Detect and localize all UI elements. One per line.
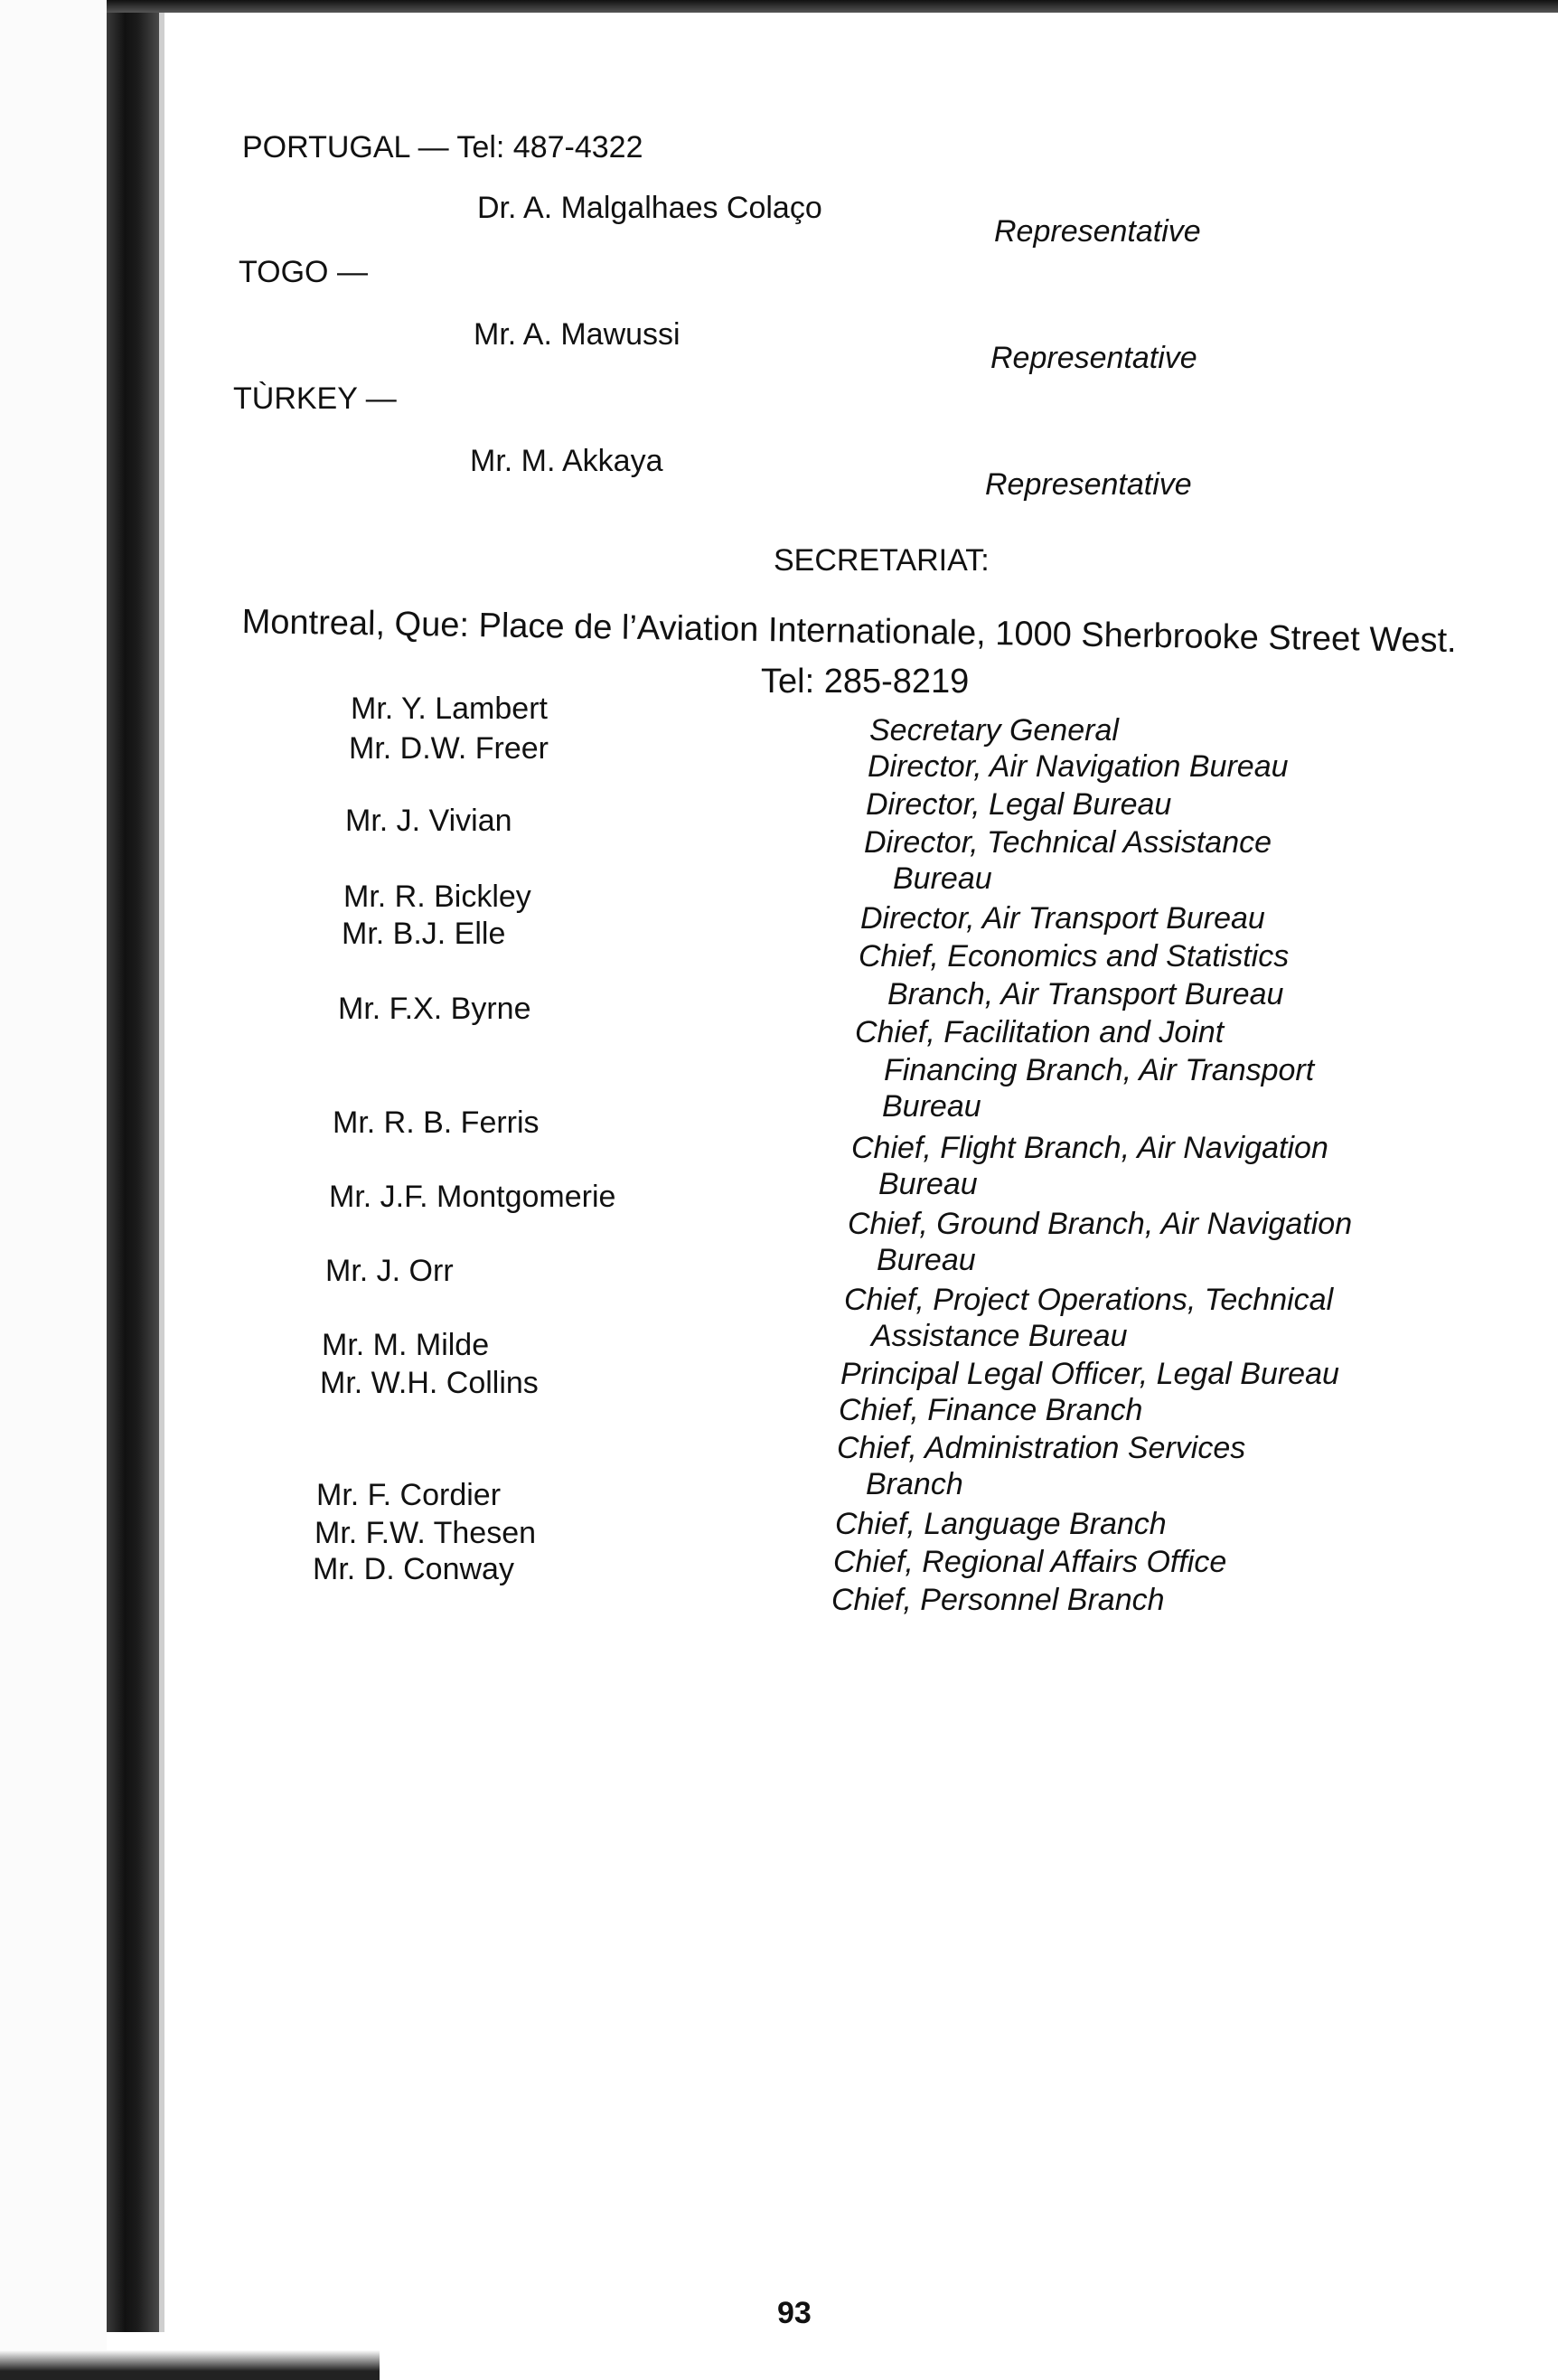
staff-title: Bureau: [878, 1167, 978, 1201]
person-role: Representative: [990, 341, 1197, 375]
staff-name: Mr. F.W. Thesen: [314, 1516, 537, 1550]
staff-title: Chief, Project Operations, Technical: [844, 1283, 1334, 1317]
person-name: Mr. A. Mawussi: [474, 317, 680, 352]
person-role: Representative: [994, 214, 1201, 249]
secretariat-address: Montreal, Que: Place de l’Aviation Internationale, 1000 Sherbrooke Street West.: [241, 603, 1458, 661]
scan-margin: [0, 0, 107, 2380]
country-heading-togo: TOGO —: [239, 255, 368, 289]
person-name: Mr. M. Akkaya: [470, 444, 663, 478]
staff-name: Mr. D. Conway: [313, 1552, 514, 1586]
staff-title: Bureau: [893, 861, 992, 896]
staff-title: Financing Branch, Air Transport: [884, 1053, 1315, 1087]
staff-title: Branch, Air Transport Bureau: [887, 977, 1284, 1011]
staff-title: Secretary General: [869, 713, 1119, 748]
secretariat-heading: SECRETARIAT:: [774, 543, 990, 578]
staff-name: Mr. F. Cordier: [316, 1478, 502, 1512]
staff-title: Director, Legal Bureau: [866, 787, 1172, 822]
staff-title: Chief, Administration Services: [837, 1431, 1246, 1465]
staff-title: Chief, Language Branch: [835, 1507, 1167, 1541]
staff-name: Mr. J. Orr: [325, 1254, 454, 1288]
staff-title: Chief, Personnel Branch: [831, 1583, 1165, 1617]
staff-name: Mr. M. Milde: [322, 1328, 490, 1362]
staff-title: Director, Air Navigation Bureau: [868, 749, 1289, 784]
staff-title: Assistance Bureau: [871, 1319, 1128, 1353]
staff-title: Chief, Ground Branch, Air Navigation: [848, 1207, 1353, 1241]
staff-title: Chief, Flight Branch, Air Navigation: [851, 1131, 1328, 1165]
scan-top-edge: [107, 0, 1558, 13]
person-name: Dr. A. Malgalhaes Colaço: [477, 191, 822, 225]
staff-title: Bureau: [877, 1243, 976, 1277]
page-number: 93: [777, 2296, 812, 2330]
book-binding: [107, 9, 159, 2332]
staff-name: Mr. R. B. Ferris: [333, 1105, 540, 1140]
staff-title: Principal Legal Officer, Legal Bureau: [840, 1357, 1339, 1391]
staff-title: Branch: [866, 1467, 963, 1501]
binding-edge: [159, 9, 164, 2332]
scan-bottom-edge: [0, 2350, 380, 2380]
staff-title: Chief, Finance Branch: [839, 1393, 1143, 1427]
secretariat-tel: Tel: 285-8219: [761, 663, 970, 701]
person-role: Representative: [985, 467, 1192, 502]
staff-name: Mr. R. Bickley: [343, 880, 531, 914]
staff-title: Director, Air Transport Bureau: [860, 901, 1265, 936]
staff-name: Mr. W.H. Collins: [320, 1366, 539, 1400]
staff-name: Mr. F.X. Byrne: [338, 992, 531, 1026]
staff-name: Mr. J.F. Montgomerie: [329, 1180, 616, 1214]
country-heading-turkey: TÙRKEY —: [233, 381, 397, 416]
country-heading-portugal: PORTUGAL — Tel: 487-4322: [242, 130, 643, 165]
staff-title: Chief, Facilitation and Joint: [855, 1015, 1225, 1049]
staff-title: Bureau: [882, 1089, 981, 1124]
staff-title: Chief, Economics and Statistics: [859, 939, 1290, 974]
staff-title: Chief, Regional Affairs Office: [833, 1545, 1227, 1579]
staff-name: Mr. Y. Lambert: [351, 691, 548, 726]
staff-name: Mr. D.W. Freer: [349, 731, 549, 766]
staff-name: Mr. J. Vivian: [345, 804, 512, 838]
staff-title: Director, Technical Assistance: [864, 825, 1272, 860]
staff-name: Mr. B.J. Elle: [342, 917, 506, 951]
